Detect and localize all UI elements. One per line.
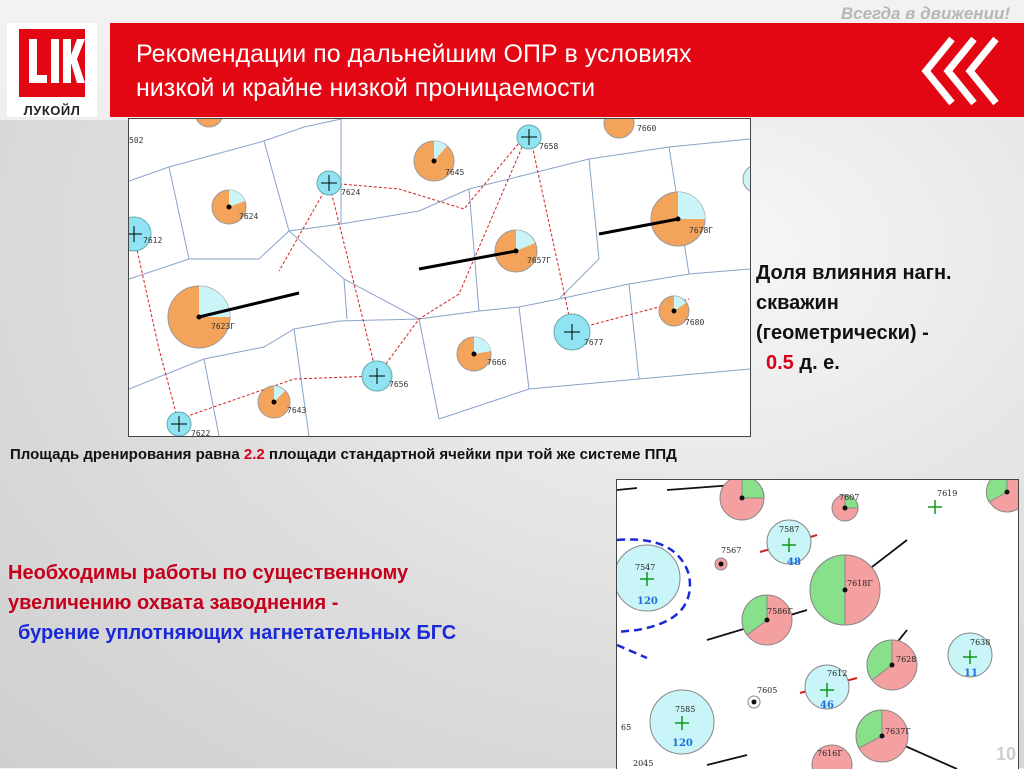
label-7547: 7547 [635, 563, 656, 572]
label-502: 502 [129, 136, 144, 145]
title-bar [110, 23, 1024, 117]
label-7660: 7660 [637, 124, 657, 133]
caption-before: Площадь дренирования равна [10, 446, 244, 463]
influence-value: 0.5 [766, 352, 794, 374]
conclusion-line-2: увеличению охвата заводнения - [8, 592, 339, 614]
label-7623G: 7623Г [211, 322, 236, 331]
title-line-1: Рекомендации по дальнейшим ОПР в условиях [136, 40, 692, 68]
tagline: Всегда в движении! [840, 4, 1010, 23]
label-7678G: 7678Г [689, 226, 714, 235]
bottom-map-drawing [617, 480, 1018, 769]
label-7666: 7666 [487, 358, 507, 367]
conclusion-line-3: бурение уплотняющих нагнетательных БГС [18, 622, 457, 644]
influence-share-note [756, 258, 952, 378]
label-7657G: 7657Г [527, 256, 552, 265]
label-7628: 7628 [896, 655, 917, 664]
influence-line-1: Доля влияния нагн. [756, 262, 952, 284]
label-7645: 7645 [445, 168, 465, 177]
value-120-top: 120 [637, 596, 658, 607]
label-7612: 7612 [827, 669, 848, 678]
influence-value-row [756, 348, 952, 378]
label-7656: 7656 [389, 380, 409, 389]
label-7605: 7605 [757, 686, 778, 695]
conclusion-note [8, 558, 456, 648]
label-7677: 7677 [584, 338, 604, 347]
label-7619: 7619 [937, 489, 958, 498]
value-11: 11 [964, 668, 978, 679]
label-7622: 7622 [191, 429, 211, 436]
page-title [136, 37, 896, 105]
label-7643: 7643 [287, 406, 307, 415]
label-7680: 7680 [685, 318, 705, 327]
influence-line-2: скважин [756, 292, 839, 314]
label-7638: 7638 [970, 638, 991, 647]
chevron-logo-icon [918, 35, 1008, 107]
label-2045: 2045 [633, 759, 654, 768]
value-48: 48 [787, 557, 801, 568]
bottom-map [616, 479, 1019, 769]
drainage-caption [10, 446, 677, 463]
label-7658: 7658 [539, 142, 559, 151]
caption-value: 2.2 [243, 446, 265, 463]
label-7616G: 7616Г [817, 749, 843, 758]
lukoil-logo [7, 23, 97, 117]
influence-line-3: (геометрически) - [756, 322, 929, 344]
title-line-2: низкой и крайне низкой проницаемости [136, 74, 596, 102]
label-7587: 7587 [779, 525, 800, 534]
value-46: 46 [820, 700, 834, 711]
label-7585: 7585 [675, 705, 696, 714]
influence-unit: д. е. [799, 352, 840, 374]
label-7612: 7612 [143, 236, 163, 245]
caption-after: площади стандартной ячейки при той же системе ППД [264, 446, 677, 463]
label-7607: 7607 [839, 493, 860, 502]
label-7637G: 7637Г [885, 727, 911, 736]
label-7586G: 7586Г [767, 607, 793, 616]
logo-text: ЛУКОЙЛ [23, 103, 81, 118]
label-7618G: 7618Г [847, 579, 873, 588]
label-65: 65 [621, 723, 632, 732]
value-120-bottom: 120 [672, 738, 693, 749]
label-7624a: 7624 [239, 212, 259, 221]
label-7567: 7567 [721, 546, 742, 555]
top-map [128, 118, 751, 437]
page-number: 10 [995, 744, 1016, 764]
label-7624b: 7624 [341, 188, 361, 197]
conclusion-line-1: Необходимы работы по существенному [8, 562, 409, 584]
top-map-drawing [129, 119, 750, 436]
